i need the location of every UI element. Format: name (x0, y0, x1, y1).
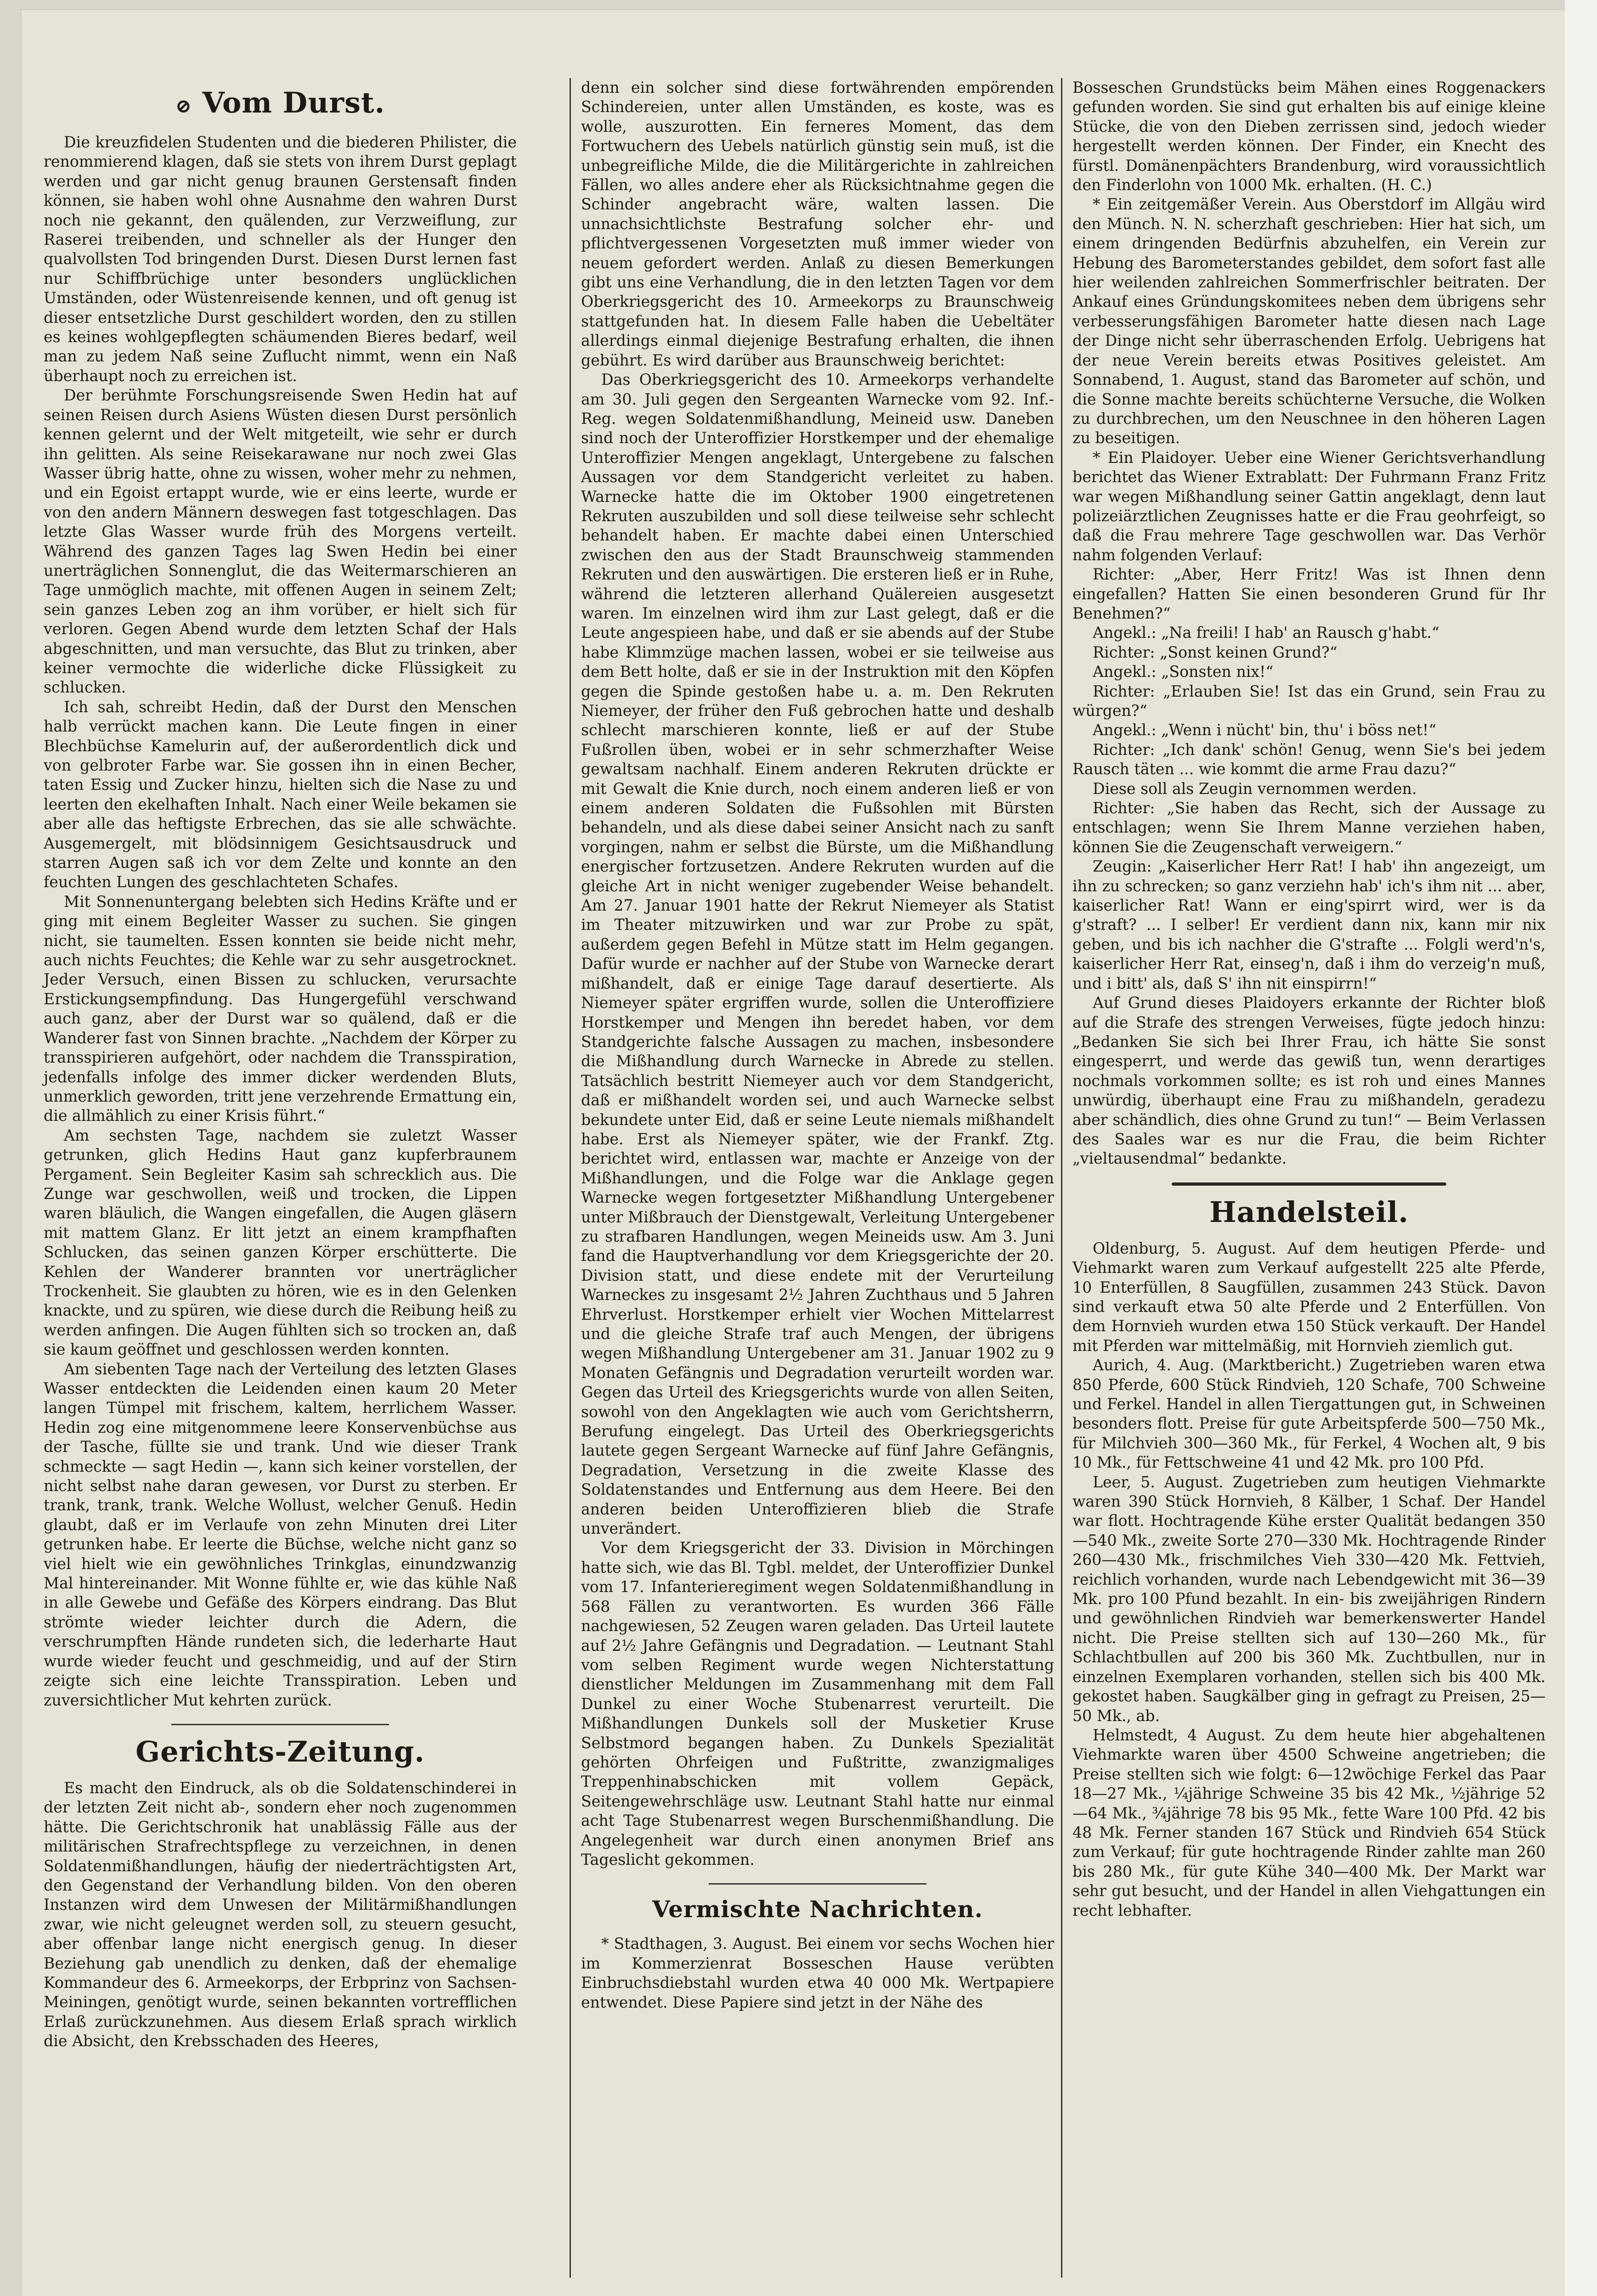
paragraph: Auf Grund dieses Plaidoyers erkannte der Richter bloß auf die Strafe des strengen Verweises, fügte jedoch hinzu: „Bedanken Sie sich bei Ihrer Frau, ich hätte Sie sonst eingesperrt, und werde das gewiß tun, wenn derartiges nochmals vorkommen sollte; es ist roh und eines Mannes unwürdig, überhaupt eine Frau zu mißhandeln, geradezu aber schändlich, dies ohne Grund zu tun!“ — Beim Verlassen des Saales war es nur die Frau, die beim Richter „vieltausendmal“ bedankte. (1072, 994, 1546, 1168)
paragraph: Das Oberkriegsgericht des 10. Armeekorps verhandelte am 30. Juli gegen den Sergeanten Warnecke vom 92. Inf.-Reg. wegen Soldatenmißhandlung, Meineid usw. Daneben sind noch der Unteroffizier Horstkemper und der ehemalige Unteroffizier Mengen angeklagt, Untergebene zu falschen Aussagen vor dem Standgericht verleitet zu haben. Warnecke hatte die im Oktober 1900 eingetretenen Rekruten auszubilden und soll diese teilweise sehr schlecht behandelt haben. Er machte dabei einen Unterschied zwischen den aus der Stadt Braunschweig stammenden Rekruten und den auswärtigen. Die ersteren ließ er in Ruhe, während die letzteren allerhand Quälereien ausgesetzt waren. Im einzelnen wird ihm zur Last gelegt, daß er die Leute angespieen habe, und daß er sie abends auf der Stube habe Klimmzüge machen lassen, wobei er sie teilweise aus dem Bett holte, daß er sie in der Instruktion mit den Köpfen gegen die Spinde gestoßen habe u. a. m. Den Rekruten Niemeyer, der früher den Fuß gebrochen hatte und deshalb schlecht marschieren konnte, ließ er auf der Stube Fußrollen üben, wobei er in sehr schmerzhafter Weise gewaltsam nachhalf. Einem anderen Rekruten drückte er mit Gewalt die Knie durch, noch einem anderen ließ er von einem anderen Soldaten die Fußsohlen mit Bürsten behandeln, und als diese dabei seiner Ansicht nach zu sanft vorgingen, nahm er selbst die Bürste, um die Mißhandlung energischer fortzusetzen. Andere Rekruten wurden auf die gleiche Art in nicht weniger zugebender Weise behandelt. Am 27. Januar 1901 hatte der Rekrut Niemeyer als Statist im Theater mitzuwirken und war zur Probe zu spät, außerdem gegen Befehl in Mütze statt im Helm gegangen. Dafür wurde er nachher auf der Stube von Warnecke derart mißhandelt, daß er einige Tage darauf desertierte. Als Niemeyer später ergriffen wurde, sollen die Unteroffiziere Horstkemper und Mengen ihn beredet haben, vor dem Standgerichte falsche Aussagen zu machen, insbesondere die Mißhandlung durch Warnecke in Abrede zu stellen. Tatsächlich bestritt Niemeyer auch vor dem Standgericht, daß er mißhandelt worden sei, und auch Warnecke selbst bekundete unter Eid, daß er seine Leute niemals mißhandelt habe. Erst als Niemeyer später, wie der Frankf. Ztg. berichtet wird, entlassen war, machte er Anzeige von der Mißhandlungen, und die Folge war die Anklage gegen Warnecke wegen fortgesetzter Mißhandlung Untergebener unter Mißbrauch der Dienstgewalt, Verleitung Untergebener zu strafbaren Handlungen, wegen Meineids usw. Am 3. Juni fand die Hauptverhandlung vor dem Kriegsgerichte der 20. Division statt, und diese endete mit der Verurteilung Warneckes zu insgesamt 2½ Jahren Zuchthaus und 5 Jahren Ehrverlust. Horstkemper erhielt vier Wochen Mittelarrest und die gleiche Strafe traf auch Mengen, der übrigens wegen Mißhandlung Untergebener am 31. Januar 1902 zu 9 Monaten Gefängnis und Degradation verurteilt worden war. Gegen das Urteil des Kriegsgerichts wurde von allen Seiten, sowohl von den Angeklagten wie auch vom Gerichtsherrn, Berufung eingelegt. Das Urteil des Oberkriegsgerichts lautete gegen Sergeant Warnecke auf fünf Jahre Gefängnis, Degradation, Versetzung in die zweite Klasse des Soldatenstandes und Entfernung aus dem Heere. Bei den anderen beiden Unteroffizieren blieb die Strafe unverändert. (581, 371, 1054, 1538)
dialogue-line: Diese soll als Zeugin vernommen werden. (1093, 779, 1417, 798)
paragraph: Am sechsten Tage, nachdem sie zuletzt Wasser getrunken, glich Hedins Haut ganz kupferbraunem Pergament. Sein Begleiter Kasim sah schrecklich aus. Die Zunge war geschwollen, weiß und trocken, die Lippen waren bläulich, die Wangen eingefallen, die Augen gläsern mit mattem Glanz. Er litt jetzt an einem krampfhaften Schlucken, das seinen ganzen Körper erschütterte. Die Kehlen der Wanderer brannten vor unerträglicher Trockenheit. Sie glaubten zu hören, wie es in den Gelenken knackte, und zu spüren, wie diese durch die Reibung heiß zu werden anfingen. Die Augen fühlten sich so trocken an, daß sie kaum geöffnet und geschlossen werden konnten. (44, 1126, 517, 1359)
paragraph: Am siebenten Tage nach der Verteilung des letzten Glases Wasser entdeckten die Leidenden einen kaum 20 Meter langen Tümpel mit frischem, kaltem, herrlichem Wasser. Hedin zog eine mitgenommene leere Konservenbüchse aus der Tasche, füllte sie und trank. Und wie dieser Trank schmeckte — sagt Hedin —, kann sich keiner vorstellen, der nicht selbst nahe daran gewesen, vor Durst zu sterben. Er trank, trank, trank. Welche Wollust, welcher Genuß. Hedin glaubt, daß er im Verlaufe von zehn Minuten drei Liter getrunken habe. Er leerte die Büchse, welche nicht ganz so viel hielt wie ein gewöhnliches Trinkglas, einundzwanzig Mal hintereinander. Mit Wonne fühlte er, wie das kühle Naß in alle Gewebe und Gefäße des Körpers eindrang. Das Blut strömte wieder leichter durch die Adern, die verschrumpften Hände rundeten sich, die lederharte Haut wurde wieder feucht und geschmeidig, und auf der Stirn zeigte sich eine leichte Transspiration. Leben und zuversichtlicher Mut kehrten zurück. (44, 1360, 517, 1709)
paragraph: * Ein zeitgemäßer Verein. Aus Oberstdorf im Allgäu wird den Münch. N. N. scherzhaft geschrieben: Hier hat sich, um einem dringenden Bedürfnis abzuhelfen, ein Verein zur Hebung des Barometerstandes gebildet, dem sofort fast alle hier weilenden zahlreichen Sommerfrischler beitraten. Der Ankauf eines Gründungskomitees neben dem übrigens sehr verbesserungsfähigen Barometer hatte diesen nach Lage der Dinge nicht sehr überraschenden Erfolg. Uebrigens hat der neue Verein bereits etwas Positives geleistet. Am Sonnabend, 1. August, stand das Barometer auf schön, und die Sonne machte bereits schüchterne Versuche, die Wolken zu durchbrechen, um den Neuschnee in den höheren Lagen zu beseitigen. (1072, 195, 1546, 447)
dialogue-line: Richter: „Sonst keinen Grund?“ (1093, 643, 1337, 661)
dialogue-line: Angekl.: „Na freili! I hab' an Rausch g'habt.“ (1093, 624, 1439, 642)
paragraph: Aurich, 4. Aug. (Marktbericht.) Zugetrieben waren etwa 850 Pferde, 600 Stück Rindvieh, 120 Schafe, 700 Schweine und Ferkel. Handel in allen Tiergattungen gut, in Schweinen besonders flott. Preise für gute Arbeitspferde 500—750 Mk., für Milchvieh 300—360 Mk., für Ferkel, 4 Wochen alt, 9 bis 10 Mk., für Fettschweine 41 und 42 Mk. pro 100 Pfd. (1072, 1356, 1546, 1472)
column-3 (1072, 78, 1546, 1920)
paragraph: denn ein solcher sind diese fortwährenden empörenden Schindereien, unter allen Umständen, es koste, was es wolle, auszurotten. Ein ferneres Moment, das dem Fortwuchern des Uebels natürlich günstig sein muß, ist die unbegreifliche Milde, die die Militärgerichte in zahlreichen Fällen, wo alles andere eher als Rücksichtnahme gegen die Schinder angebracht wäre, walten lassen. Die unnachsichtlichste Bestrafung solcher ehr- und pflichtvergessenen Vorgesetzten muß immer wieder von neuem gefordert werden. Anlaß zu diesen Bemerkungen gibt uns eine Verhandlung, die in den letzten Tagen vor dem Oberkriegsgericht des 10. Armeekorps zu Braunschweig stattgefunden hat. In diesem Falle haben die Uebeltäter allerdings einmal diejenige Bestrafung erhalten, die ihnen gebührt. Es wird darüber aus Braunschweig berichtet: (581, 79, 1054, 369)
section-divider (1172, 1182, 1446, 1186)
column-1 (44, 78, 517, 2051)
paragraph: Bosseschen Grundstücks beim Mähen eines Roggenackers gefunden worden. Sie sind gut erhalten bis auf einige kleine Stücke, die von den Dieben zerrissen sind, jedoch wieder hergestellt werden können. Der Finder, ein Knecht des fürstl. Domänenpächters Brandenburg, wird voraussichtlich den Finderlohn von 1000 Mk. erhalten. (H. C.) (1072, 79, 1546, 194)
paragraph: Die kreuzfidelen Studenten und die biederen Philister, die renommierend klagen, daß sie stets von ihrem Durst geplagt werden und gar nicht genug braunen Gerstensaft finden können, sie haben wohl ohne Ausnahme den wahren Durst noch nie gekannt, den quälenden, zur Verzweiflung, zur Raserei treibenden, und schneller als der Hunger den qualvollsten Tod bringenden Durst. Diesen Durst lernen fast nur Schiffbrüchige unter besonders unglücklichen Umständen, oder Wüstenreisende kennen, und oft genug ist dieser entsetzliche Durst geschildert worden, den zu stillen es keines wohlgepflegten schäumenden Bieres bedarf, weil man zu jedem Naß seine Zuflucht nimmt, wenn ein Naß überhaupt noch zu erreichen ist. (44, 133, 517, 385)
ornament-icon: ⊘ (175, 95, 192, 117)
column-rule (570, 78, 571, 2278)
section-divider (709, 1883, 926, 1885)
dialogue-line: Richter: „Sie haben das Recht, sich der Aussage zu entschlagen; wenn Sie Ihrem Manne verziehen haben, können Sie die Zeugenschaft verweigern.“ (1072, 799, 1546, 856)
paragraph: Oldenburg, 5. August. Auf dem heutigen Pferde- und Viehmarkt waren zum Verkauf aufgestellt 225 alte Pferde, 10 Enterfüllen, 8 Saugfüllen, zusammen 243 Stück. Davon sind verkauft etwa 50 alte Pferde und 2 Enterfüllen. Von dem Hornvieh wurden etwa 150 Stück verkauft. Der Handel mit Pferden war mittelmäßig, mit Hornvieh ziemlich gut. (1072, 1239, 1546, 1355)
dialogue-line: Zeugin: „Kaiserlicher Herr Rat! I hab' ihn angezeigt, um ihn zu schrecken; so ganz verziehn hab' ich's ihm nit ... aber, kaiserlicher Rat! Wann er eing'spirrt wird, wer is da g'straft? ... I selber! Er verdient dann nix, kann mir nix geben, und bis ich nachher die G'strafte ... Folgli werd'n's, kaiserlicher Herr Rat, einseg'n, daß i ihm do verzeig'n muß, und i bitt' als, daß S' ihn nit einspirrn!“ (1072, 857, 1546, 992)
article-title: Vom Durst. (202, 86, 385, 119)
section-title: Handelsteil. (1209, 1195, 1409, 1229)
paragraph: Der berühmte Forschungsreisende Swen Hedin hat auf seinen Reisen durch Asiens Wüsten diesen Durst persönlich kennen gelernt und der Welt mitgeteilt, wie sehr er durch ihn gelitten. Als seine Reisekarawane nur noch zwei Glas Wasser übrig hatte, ohne zu wissen, woher mehr zu nehmen, und ein Egoist ertappt wurde, wie er eins leerte, wurde er von den andern Männern deswegen fast totgeschlagen. Das letzte Glas Wasser wurde früh des Morgens verteilt. Während des ganzen Tages lag Swen Hedin bei einer unerträglichen Sonnenglut, die das Weitermarschieren an Tage unmöglich machte, mit offenen Augen in seinem Zelt; sein ganzes Leben zog an ihm vorüber, er hielt sich für verloren. Gegen Abend wurde dem letzten Schaf der Hals abgeschnitten, und man versuchte, das Blut zu trinken, aber keiner vermochte die widerliche dicke Flüssigkeit zu schlucken. (44, 386, 517, 697)
section-title: Vermischte Nachrichten. (652, 1896, 983, 1923)
column-2 (581, 78, 1054, 2012)
dialogue-line: Angekl.: „Sonsten nix!“ (1093, 663, 1274, 681)
article-heading (44, 84, 517, 124)
paragraph: Ich sah, schreibt Hedin, daß der Durst den Menschen halb verrückt machen kann. Die Leute fingen in einer Blechbüchse Kamelurin auf, der außerordentlich dick und von gelbroter Farbe war. Sie gossen ihn in einen Becher, taten Essig und Zucker hinzu, hielten sich die Nase zu und leerten den ekelhaften Inhalt. Nach einer Weile bekamen sie aber alle das heftigste Erbrechen, das sie alle schwächte. Ausgemergelt, mit blödsinnigem Gesichtsausdruck und starren Augen saß ich vor dem Zelte und konnte an den feuchten Lungen des geschlachteten Schafes. (44, 698, 517, 891)
dialogue-line: Angekl.: „Wenn i nücht' bin, thu' i böss net!“ (1093, 721, 1437, 739)
paragraph: Vor dem Kriegsgericht der 33. Division in Mörchingen hatte sich, wie das Bl. Tgbl. meldet, der Unteroffizier Dunkel vom 17. Infanterieregiment wegen Soldatenmißhandlung in 568 Fällen zu verantworten. Es wurden 366 Fälle nachgewiesen, 52 Zeugen waren geladen. Das Urteil lautete auf 2½ Jahre Gefängnis und Degradation. — Leutnant Stahl vom selben Regiment wurde wegen Nichterstattung dienstlicher Meldungen im Zusammenhang mit dem Fall Dunkel zu einer Woche Stubenarrest verurteilt. Die Mißhandlungen Dunkels soll der Musketier Kruse Selbstmord begangen haben. Zu Dunkels Spezialität gehörten Ohrfeigen und Fußtritte, zwanzigmaliges Treppenhinabschicken mit vollem Gepäck, Seitengewehrschläge usw. Leutnant Stahl hatte nur einmal acht Tage Stubenarrest wegen Burschenmißhandlung. Die Angelegenheit war durch einen anonymen Brief ans Tageslicht gekommen. (581, 1539, 1054, 1868)
dialogue-line: Richter: „Erlauben Sie! Ist das ein Grund, sein Frau zu würgen?“ (1072, 682, 1546, 720)
paragraph: Mit Sonnenuntergang belebten sich Hedins Kräfte und er ging mit einem Begleiter Wasser zu suchen. Sie gingen nicht, sie taumelten. Essen konnten sie beide nicht mehr, auch nichts Feuchtes; die Kehle war zu sehr ausgetrocknet. Jeder Versuch, einen Bissen zu schlucken, verursachte Erstickungsempfindung. Das Hungergefühl verschwand auch ganz, aber der Durst war so quälend, daß er die Wanderer fast von Sinnen brachte. „Nachdem der Körper zu transspirieren aufgehört, oder nachdem die Transspiration, jedenfalls infolge des immer dicker werdenden Bluts, unmerklich geworden, tritt jene verzehrende Ermattung ein, die allmählich zu einer Krisis führt.“ (44, 892, 517, 1125)
paragraph: * Stadthagen, 3. August. Bei einem vor sechs Wochen hier im Kommerzienrat Bosseschen Hause verübten Einbruchsdiebstahl wurden etwa 40 000 Mk. Wertpapiere entwendet. Diese Papiere sind jetzt in der Nähe des (581, 1935, 1054, 2011)
section-title: Gerichts-Zeitung. (135, 1734, 425, 1768)
paragraph: Helmstedt, 4 August. Zu dem heute hier abgehaltenen Viehmarkte waren über 4500 Schweine angetrieben; die Preise stellten sich wie folgt: 6—12wöchige Ferkel das Paar 18—27 Mk., ¼jährige Schweine 35 bis 42 Mk., ½jährige 52—64 Mk., ¾jährige 78 bis 95 Mk., fette Ware 100 Pfd. 42 bis 48 Mk. Ferner standen 167 Stück und Rindvieh 654 Stück zum Verkauf; für gute hochtragende Rinder zahlte man 260 bis 280 Mk., für gute Kühe 340—400 Mk. Der Markt war sehr gut besucht, und der Handel in allen Viehgattungen ein recht lebhafter. (1072, 1726, 1546, 1919)
paragraph: Es macht den Eindruck, als ob die Soldatenschinderei in der letzten Zeit nicht ab-, sondern eher noch zugenommen hätte. Die Gerichtschronik hat unablässig Fälle aus der militärischen Strafrechtspflege zu verzeichnen, in denen Soldatenmißhandlungen, häufig der niederträchtigsten Art, den Gegenstand der Verhandlung bilden. Von den oberen Instanzen wird dem Unwesen der Militärmißhandlungen zwar, wie nicht geleugnet werden soll, zu steuern gesucht, aber offenbar lange nicht energisch genug. In dieser Beziehung gab unendlich zu denken, daß der ehemalige Kommandeur des 6. Armeekorps, der Erbprinz von Sachsen-Meiningen, genötigt wurde, seinen bekannten vortrefflichen Erlaß zurückzunehmen. Aus diesem Erlaß sprach wirklich die Absicht, den Krebsschaden des Heeres, (44, 1778, 517, 2050)
column-rule (1061, 78, 1062, 2278)
dialogue-line: Richter: „Aber, Herr Fritz! Was ist Ihnen denn eingefallen? Hatten Sie einen besonderen Grund für Ihr Benehmen?“ (1072, 565, 1546, 622)
scan-margin (1565, 0, 1597, 2296)
dialogue-line: Richter: „Ich dank' schön! Genug, wenn Sie's bei jedem Rausch täten ... wie kommt die arme Frau dazu?“ (1072, 740, 1546, 778)
section-divider (171, 1724, 389, 1725)
paragraph: * Ein Plaidoyer. Ueber eine Wiener Gerichtsverhandlung berichtet das Wiener Extrablatt: Der Fuhrmann Franz Fritz war wegen Mißhandlung seiner Gattin angeklagt, denn laut polizeiärztlichen Zeugnisses hatte er die Frau geohrfeigt, so daß die Frau mehrere Tage geschwollen war. Das Verhör nahm folgenden Verlauf: (1072, 448, 1546, 564)
paragraph: Leer, 5. August. Zugetrieben zum heutigen Viehmarkte waren 390 Stück Hornvieh, 8 Kälber, 1 Schaf. Der Handel war flott. Hochtragende Kühe erster Qualität bedangen 350—540 Mk., zweite Sorte 270—330 Mk. Hochtragende Rinder 260—430 Mk., frischmilches Vieh 330—420 Mk. Fettvieh, reichlich vorhanden, wurde nach Lebendgewicht mit 36—39 Mk. pro 100 Pfund bezahlt. In ein- bis zweijährigen Rindern und gewöhnlichen Rindvieh war bemerkenswerter Handel nicht. Die Preise stellten sich auf 130—260 Mk., für Schlachtbullen auf 200 bis 360 Mk. Zuchtbullen, nur in einzelnen Exemplaren vorhanden, stellen sich bis 400 Mk. gekostet haben. Saugkälber ging in gefragt zu Preisen, 25—50 Mk., ab. (1072, 1473, 1546, 1725)
